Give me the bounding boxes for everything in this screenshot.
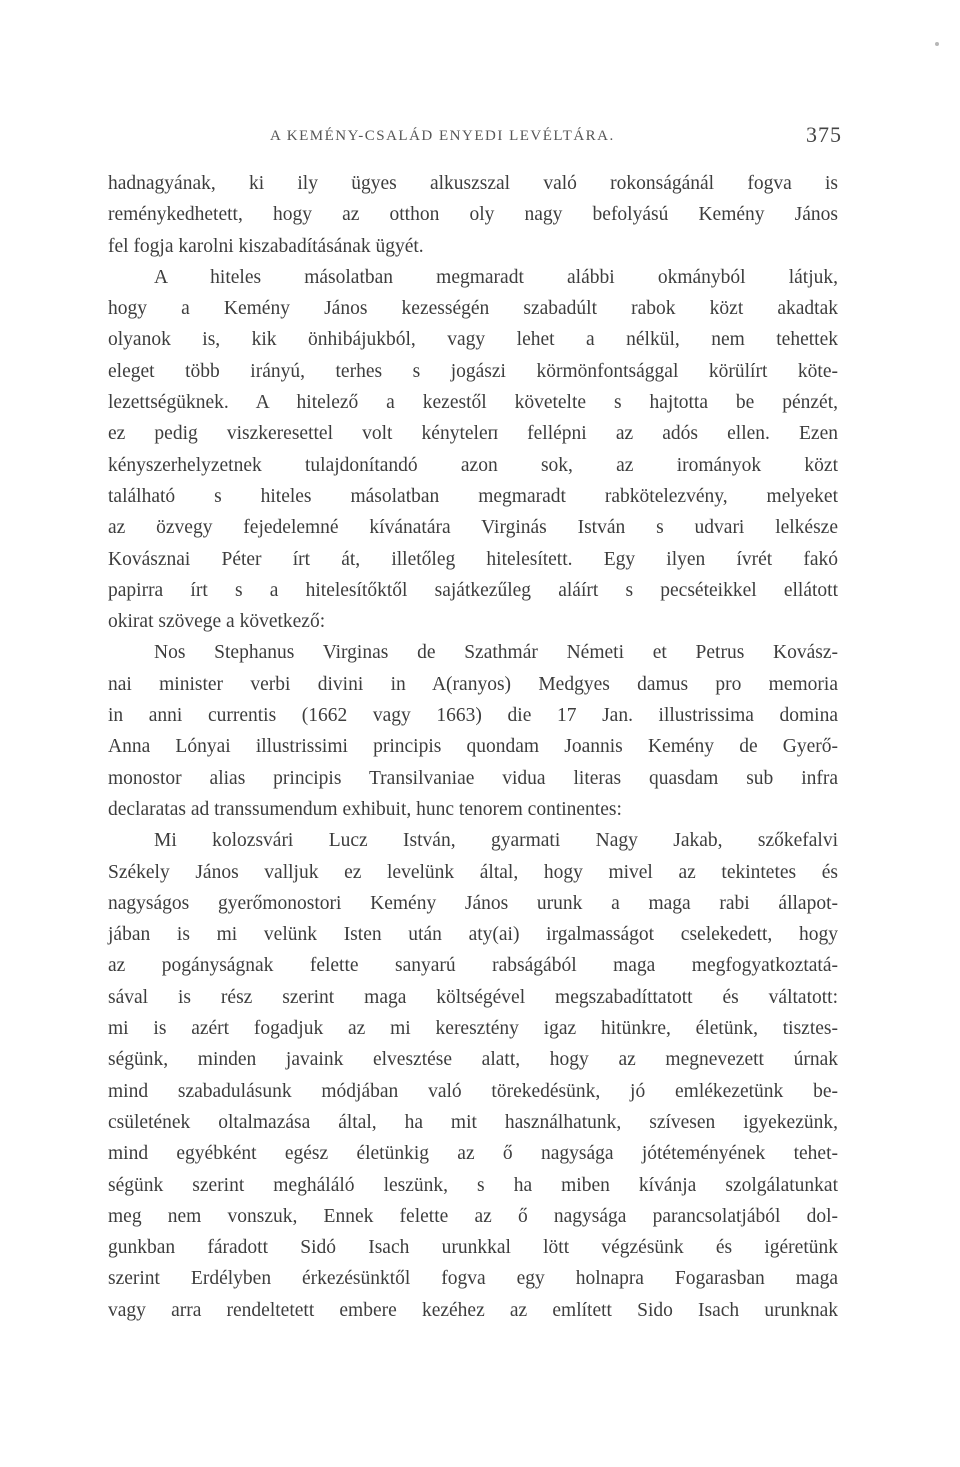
text-line: csületének oltalmazása által, ha mit használhatunk, szívesen igyekezünk, — [108, 1111, 838, 1133]
text-line: papirra írt s a hitelesítőktől sajátkezűleg aláírt s pecsétеikkel ellátott — [108, 579, 838, 601]
text-line: ségünk, minden javaink elvesztése alatt, hogy az megnevezett úrnak — [108, 1049, 838, 1071]
text-line: meg nem vonszuk, Ennek felette az ő nagysága parancsolatjából dol- — [108, 1205, 838, 1227]
text-line: in anni currentis (1662 vagy 1663) die 17 Jan. illustrissima domina — [108, 705, 838, 727]
text-line: hogy a Kemény János kezességén szabadúlt rabok közt akadtak — [108, 298, 838, 320]
paragraph-explanation — [108, 262, 838, 638]
text-line: mi is azért fogadjuk az mi keresztény igaz hitünkre, életünk, tisztes- — [108, 1018, 838, 1040]
text-line: az pogányságnak felette sanyarú rabságából maga megfogyatkoztatá- — [108, 955, 838, 977]
text-line: olyanok is, kik önhibájukból, vagy lehet a nélkül, nem tehettek — [108, 329, 838, 351]
text-line: mind szabadulásunk módjában való törekedésünk, jó emlékezetünk be- — [108, 1080, 838, 1102]
text-line: kényszerhelyzetnek tulajdonítandó azon sok, az irományok közt — [108, 454, 838, 476]
text-line: vagy arra rendeltetett embere kezéhez az említett Sido Isach urunknak — [108, 1299, 838, 1321]
text-line: Mi kolozsvári Lucz István, gyarmati Nagy Jakab, szőkefalvi — [154, 830, 838, 852]
text-line: declaratas ad transsumendum exhibuit, hunc tenorem continentes: — [108, 798, 622, 820]
paper-speck — [935, 42, 939, 46]
text-line: Kovásznai Péter írt át, illetőleg hitelesített. Egy ilyen ívrét fakó — [108, 548, 838, 570]
text-line: A hiteles másolatban megmaradt alábbi okmányból látjuk, — [154, 266, 838, 288]
text-line: jában is mi velünk Isten után aty(ai) irgalmasságot cselekedett, hogy — [108, 924, 838, 946]
text-line: sával is rész szerint maga költségével megszabadíttatott és váltatott: — [108, 986, 838, 1008]
text-line: hadnagyának, ki ily ügyes alkuszszal való rokonságánál fogva is — [108, 173, 838, 194]
paragraph-intro — [108, 168, 838, 262]
page-number: 375 — [806, 122, 842, 147]
paragraph-bond-text — [108, 825, 838, 1326]
text-line: Nos Stephanus Virginas de Szathmár Németi et Petrus Kovász- — [154, 642, 838, 664]
text-line: okirat szövege a következő: — [108, 611, 326, 633]
text-line: szerint Erdélyben érkezésünktől fogva egy holnapra Fogarasban maga — [108, 1268, 838, 1290]
text-line: található s hiteles másolatban megmaradt rabkötelezvény, melyeket — [108, 485, 838, 507]
text-line: eleget több irányú, terhes s jogászi körmönfontsággal körülírt köte- — [108, 360, 838, 382]
running-title: A KEMÉNY-CSALÁD ENYEDI LEVÉLTÁRA. — [270, 128, 615, 144]
running-header — [270, 122, 842, 152]
text-line: monostor alias principis Transilvaniae vidua literas quasdam sub infra — [108, 767, 838, 789]
text-line: fel fogja karolni kiszabadításának ügyét. — [108, 235, 424, 257]
text-line: mind egyébként egész életünkig az ő nagysága jótéteményének tehet- — [108, 1143, 838, 1165]
text-line: Székely János valljuk ez levelünk által, hogy mivel az tekintetes és — [108, 861, 838, 883]
text-line: ez pedig viszkeresettel volt kényteleп fellépni az adós ellen. Ezen — [108, 423, 838, 445]
text-line: nagyságos gyerőmonostori Kemény János urunk a maga rabi állapot- — [108, 892, 838, 914]
text-line: Anna Lónyai illustrissimi principis quondam Joannis Kemény de Gyerő- — [108, 736, 838, 758]
text-line: lezettségüknek. A hitelező a kezestől követelte s hajtotta be pénzét, — [108, 392, 838, 414]
text-line: ségünk szerint megháláló leszünk, s ha miben kívánja szolgálatunkat — [108, 1174, 838, 1196]
text-line: gunkban fáradott Sidó Isach urunkkal lött végzésünk és igéretünk — [108, 1237, 838, 1259]
text-line: az özvegy fejedelemné kívánatára Virginás István s udvari lelkésze — [108, 517, 838, 539]
text-line: nai minister verbi divini in A(ranyos) Medgyes damus pro memoria — [108, 673, 838, 695]
text-line: reménykedhetett, hogy az otthon oly nagy befolyású Kemény János — [108, 204, 838, 226]
paragraph-latin-certification — [108, 637, 838, 825]
body-text — [108, 168, 838, 1326]
